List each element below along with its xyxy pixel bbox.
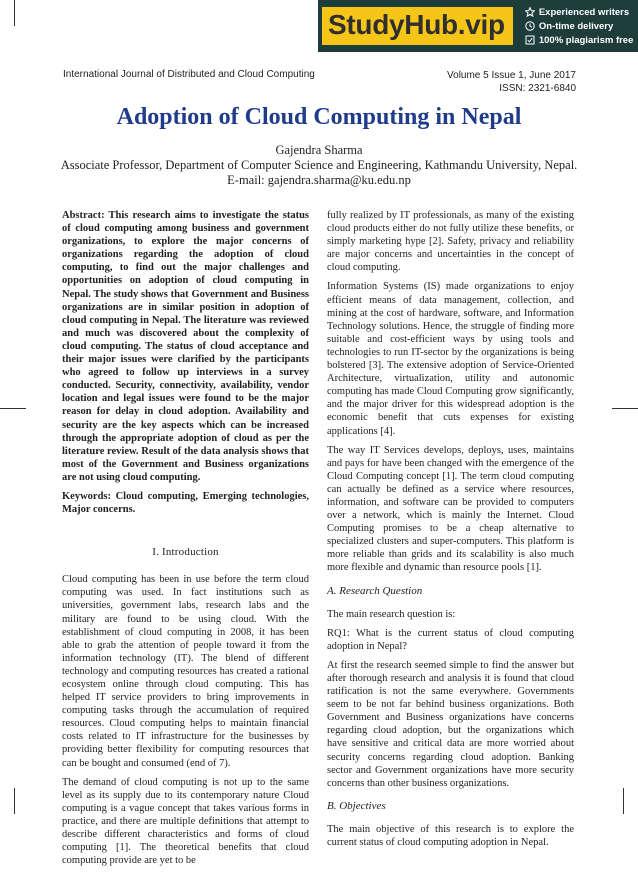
crop-mark [612,408,638,409]
feature-label: On-time delivery [538,20,614,32]
feature-on-time-delivery [525,21,634,32]
journal-name: International Journal of Distributed and Cloud Computing [63,69,315,80]
right-column [327,209,574,855]
crop-mark [14,0,15,26]
body-paragraph: The main research question is: [327,608,456,620]
body-paragraph: Information Systems (IS) made organizations to enjoy efficient means of data management, collection, and mining at the cost of hardware, software, and Information Technology solutions. Hence, the struggle of finding more suitable and cost-efficient ways by using tools and technologies to run IT-sector by the organizations is being bolstered [3]. The extensive adoption of Service-Oriented Architecture, virtualization, utility and autonomic computing has made Cloud Computing grow significantly, and the major driver for this widespread adoption is the economic benefit that cuts expenses for existing applications [4]. [327,281,574,437]
issn: ISSN: 2321-6840 [499,83,576,94]
section-heading-introduction: I. Introduction [152,546,219,559]
issue-info [447,69,576,95]
studyhub-banner[interactable] [318,0,638,52]
keywords: Keywords: Cloud computing, Emerging technologies, Major concerns. [62,490,309,516]
crop-mark [623,788,624,814]
studyhub-logo[interactable]: StudyHub.vip [322,7,513,45]
crop-mark [0,408,26,409]
feature-experienced-writers [525,7,634,18]
star-icon [525,7,535,17]
intro-paragraph: The demand of cloud computing is not up to the same level as its supply due to its contemporary nature Cloud computing is a vague concept that takes various forms in practice, and there are multiple definitions that attempt to describe different characteristics and forms of cloud computing [1]. The theoretical benefits that cloud computing provide are yet to be [62,776,309,867]
body-paragraph: fully realized by IT professionals, as many of the existing cloud products either do not fully utilize these benefits, or simply marketing hype [2]. Safety, privacy and reliability are major concerns and uncertainties in the concept of cloud computing. [327,210,574,274]
subsection-heading-objectives: B. Objectives [327,799,386,812]
feature-plagiarism-free [525,35,634,46]
shield-icon [525,35,535,45]
clock-icon [525,21,535,31]
feature-label: Experienced writers [538,6,630,18]
abstract: Abstract: This research aims to investigate the status of cloud computing among business and government organizations, to explore the major concerns of organizations regarding the adoption of cloud computing, to find out the major challenges and opportunities on adoption of cloud computing in Nepal. The study shows that Government and Business organizations are in similar position in adoption of cloud computing in Nepal. The literature was reviewed and much was discovered about the complexity of cloud computing. The status of cloud acceptance and their major issues were clarified by the participants who agreed to follow up interviews in a survey conducted. Security, connectivity, availability, vendor location and legal issues were found to be the major reason for delay in cloud adoption. Availability and security are the key aspects which can be increased through the appropriate adoption of cloud as per the literature review. Result of the data analysis shows that most of the Government and Business organizations are not using cloud computing. [62,210,309,483]
left-column [62,209,309,873]
author-name: Gajendra Sharma [275,143,363,157]
body-paragraph: At first the research seemed simple to find the answer but after thorough research and analysis it is found that cloud ratification is not the same everywhere. Governments seem to be not far behind business organizations. Both Government and Business organizations have concerns regarding cloud adoption, but the organizations which have sensitive and critical data are more worried about security concerns regarding cloud adoption. Banking sector and Government organizations have more security concerns than other business organizations. [327,659,574,789]
author-block [0,143,638,188]
subsection-heading-research-question: A. Research Question [327,584,423,597]
research-question: RQ1: What is the current status of cloud computing adoption in Nepal? [327,627,574,652]
crop-mark [14,788,15,814]
author-affiliation: Associate Professor, Department of Computer Science and Engineering, Kathmandu University, Nepal. [60,158,578,172]
author-email[interactable]: E-mail: gajendra.sharma@ku.edu.np [227,173,411,187]
banner-features [525,7,634,46]
body-paragraph: The main objective of this research is to explore the current status of cloud computing adoption in Nepal. [327,823,574,849]
body-paragraph: The way IT Services develops, deploys, uses, maintains and pays for have been changed with the emergence of the Cloud Computing concept [1]. The term cloud computing can actually be defined as a service where resources, information, and software can be provided to computers over a network, which is mainly the Internet. Cloud Computing promises to be a cheap alternative to specialized clusters and super-computers. This platform is more reliable than grids and its scalability is also much more flexible and dynamic than resource pools [1]. [327,444,574,574]
volume-info: Volume 5 Issue 1, June 2017 [447,70,576,81]
feature-label: 100% plagiarism free [538,34,634,46]
intro-paragraph: Cloud computing has been in use before the term cloud computing was used. In fact institutions such as universities, government labs, research labs and the military are found to be using cloud. With the establishment of cloud computing in 2008, it has been able to grab the attention of people toward it from the information technology (IT). The blend of different technology and computing resources has created a rational ecosystem online through cloud computing. This has helped IT service providers to bring improvements in computing tasks through the accumulation of required resources. Cloud computing helps to maintain financial costs related to IT infrastructure for the businesses by providing better flexibility for computing resources that can be bought and consumed (end of 7). [62,574,309,769]
paper-title: Adoption of Cloud Computing in Nepal [116,104,522,130]
